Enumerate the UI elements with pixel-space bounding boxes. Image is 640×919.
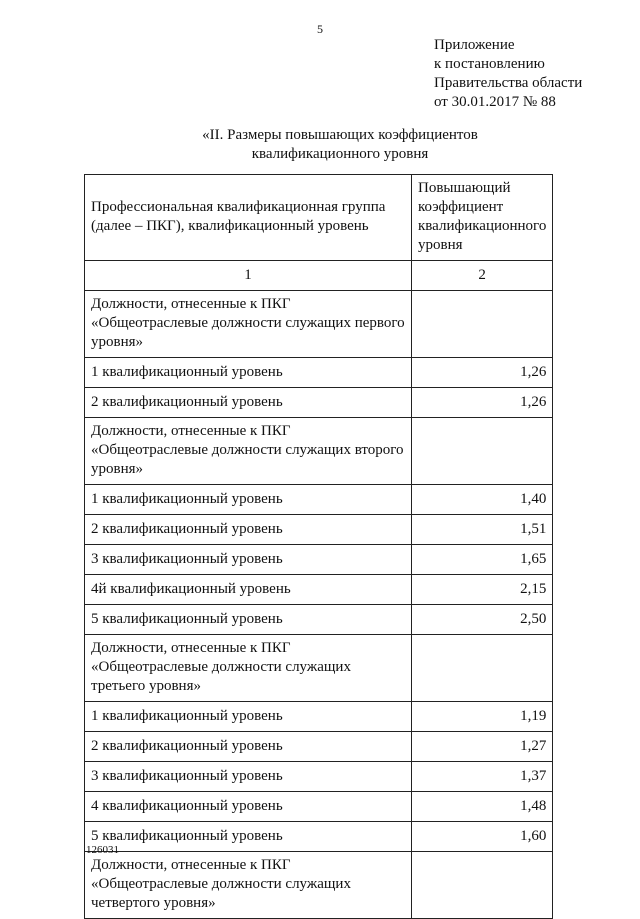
appendix-line: к постановлению [434,56,545,72]
group-row [85,852,553,919]
level-label: 2 квалификационный уровень [85,388,412,418]
group-label: Должности, отнесенные к ПКГ «Общеотраслевые должности служащих четвертого уровня» [85,852,412,919]
table-row [85,762,553,792]
header-cell-coefficient: Повышающий коэффициент квалификационного уровня [412,175,553,261]
index-cell: 2 [412,261,553,291]
table-row [85,702,553,732]
appendix-line: от 30.01.2017 № 88 [434,94,556,110]
coefficient-value [412,291,553,358]
table-row [85,515,553,545]
level-label: 3 квалификационный уровень [85,762,412,792]
coefficient-table [84,174,553,919]
table-body [85,291,553,919]
group-label: Должности, отнесенные к ПКГ «Общеотраслевые должности служащих второго уровня» [85,418,412,485]
header-cell-group: Профессиональная квалификационная группа (далее – ПКГ), квалификационный уровень [85,175,412,261]
section-title [150,126,530,164]
coefficient-value [412,852,553,919]
group-label: Должности, отнесенные к ПКГ «Общеотраслевые должности служащих первого уровня» [85,291,412,358]
table-row [85,732,553,762]
table-row [85,485,553,515]
table-index-row [85,261,553,291]
group-label: Должности, отнесенные к ПКГ «Общеотраслевые должности служащих третьего уровня» [85,635,412,702]
table-row [85,792,553,822]
level-label: 2 квалификационный уровень [85,515,412,545]
coefficient-value: 1,26 [412,358,553,388]
level-label: 1 квалификационный уровень [85,358,412,388]
table-row [85,822,553,852]
coefficient-value: 1,51 [412,515,553,545]
coefficient-value: 1,27 [412,732,553,762]
table-row [85,575,553,605]
level-label: 2 квалификационный уровень [85,732,412,762]
coefficient-value: 1,37 [412,762,553,792]
section-title-line: квалификационного уровня [251,146,429,162]
table-row [85,358,553,388]
document-code: 126031 [86,844,119,856]
coefficient-value [412,418,553,485]
level-label: 5 квалификационный уровень [85,822,412,852]
index-cell: 1 [85,261,412,291]
group-row [85,418,553,485]
group-row [85,291,553,358]
coefficient-value: 1,60 [412,822,553,852]
table-row [85,605,553,635]
table-header-row [85,175,553,261]
coefficient-value: 1,48 [412,792,553,822]
coefficient-value: 1,26 [412,388,553,418]
appendix-line: Правительства области [434,75,583,91]
level-label: 1 квалификационный уровень [85,702,412,732]
level-label: 5 квалификационный уровень [85,605,412,635]
page-number: 5 [317,22,323,36]
level-label: 4 квалификационный уровень [85,792,412,822]
coefficient-value: 1,19 [412,702,553,732]
coefficient-value: 2,15 [412,575,553,605]
level-label: 1 квалификационный уровень [85,485,412,515]
table-row [85,545,553,575]
coefficient-value: 2,50 [412,605,553,635]
group-row [85,635,553,702]
coefficient-value: 1,65 [412,545,553,575]
appendix-block [434,36,634,112]
level-label: 3 квалификационный уровень [85,545,412,575]
appendix-line: Приложение [434,37,515,53]
level-label: 4й квалификационный уровень [85,575,412,605]
section-title-line: «II. Размеры повышающих коэффициентов [202,127,478,143]
table-row [85,388,553,418]
coefficient-value: 1,40 [412,485,553,515]
coefficient-value [412,635,553,702]
